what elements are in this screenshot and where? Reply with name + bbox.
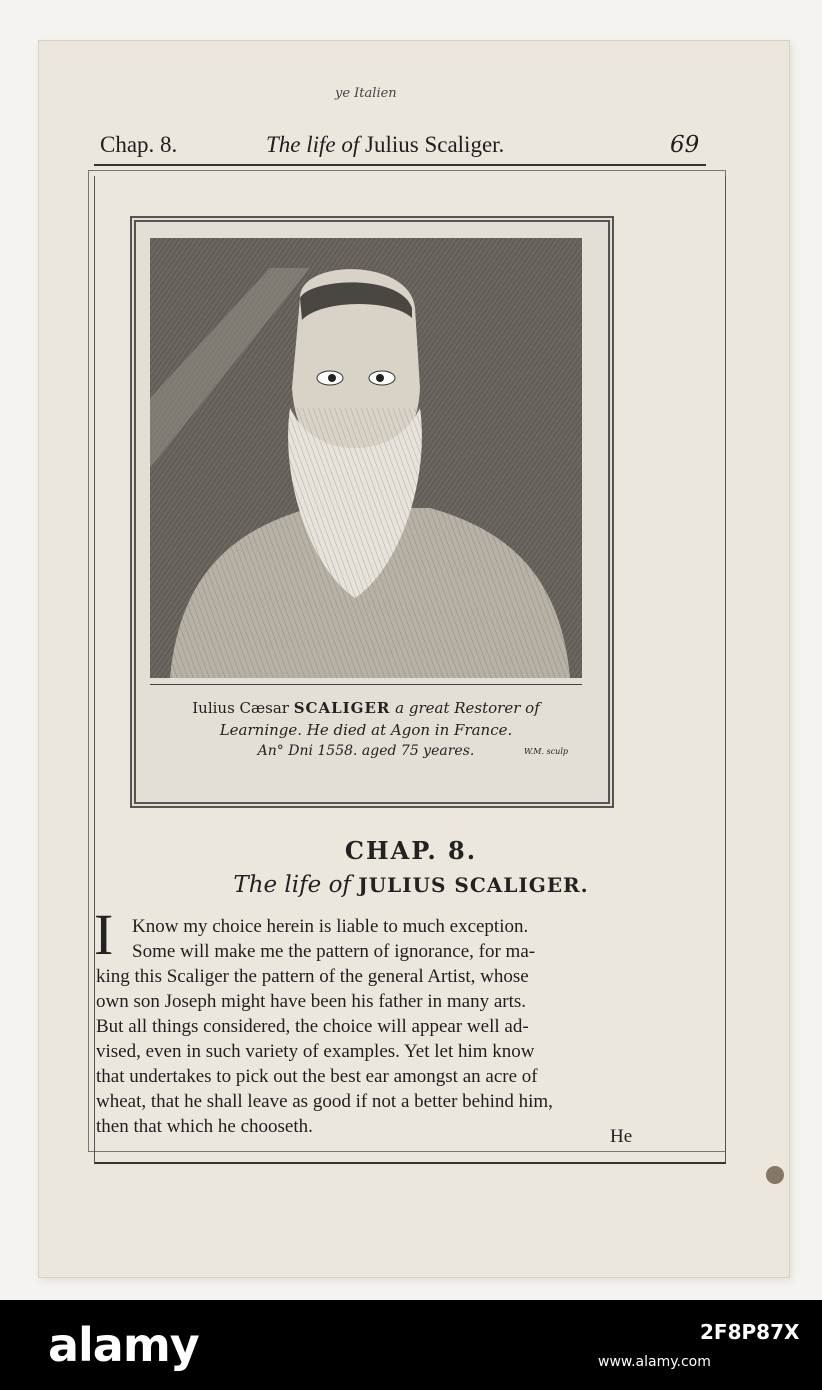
body-line: wheat, that he shall leave as good if not a better behind him, bbox=[96, 1091, 553, 1112]
body-line: that undertakes to pick out the best ear amongst an acre of bbox=[96, 1066, 538, 1087]
body-line: own son Joseph might have been his father in many arts. bbox=[96, 991, 527, 1012]
running-header-title-name: Julius Scaliger. bbox=[359, 132, 505, 157]
body-line: then that which he chooseth. bbox=[96, 1116, 313, 1137]
image-code: 2F8P87X bbox=[700, 1320, 800, 1344]
portrait-caption bbox=[150, 684, 582, 781]
site-url: www.alamy.com bbox=[598, 1354, 711, 1370]
life-heading bbox=[0, 872, 822, 898]
life-heading-italic: The life of bbox=[233, 872, 359, 898]
caption-given-names: Iulius Cæsar bbox=[192, 699, 294, 717]
body-line: Some will make me the pattern of ignorance, for ma- bbox=[132, 941, 536, 962]
caption-line-2: Learninge. He died at Agon in France. bbox=[219, 721, 513, 739]
catchword: He bbox=[610, 1126, 633, 1147]
header-rule bbox=[94, 164, 706, 166]
page-number: 69 bbox=[670, 132, 700, 158]
caption-epithet: a great Restorer of bbox=[390, 699, 540, 717]
chapter-heading: CHAP. 8. bbox=[344, 836, 478, 865]
engraver-signature: W.M. sculp bbox=[523, 747, 568, 756]
body-line: vised, even in such variety of examples. Yet let him know bbox=[96, 1041, 535, 1062]
running-header-chapter: Chap. 8. bbox=[100, 132, 178, 157]
running-header-title-italic: The life of bbox=[266, 132, 360, 157]
portrait-engraving bbox=[150, 238, 582, 678]
drop-cap: I bbox=[94, 902, 114, 967]
portrait-illustration bbox=[150, 238, 582, 678]
running-header-title bbox=[266, 132, 504, 158]
body-line: But all things considered, the choice will appear well ad- bbox=[96, 1016, 529, 1037]
caption-line-3: An° Dni 1558. aged 75 yeares. bbox=[257, 743, 475, 759]
caption-surname: SCALIGER bbox=[293, 699, 391, 717]
life-heading-name: JULIUS SCALIGER. bbox=[358, 873, 589, 897]
brand-logo: alamy bbox=[48, 1318, 199, 1372]
handwritten-note: ye Italien bbox=[335, 86, 397, 101]
caption-line-1 bbox=[150, 699, 582, 717]
body-line: Know my choice herein is liable to much exception. bbox=[132, 916, 529, 937]
body-line: king this Scaliger the pattern of the general Artist, whose bbox=[96, 966, 529, 987]
ink-stain bbox=[766, 1166, 784, 1184]
